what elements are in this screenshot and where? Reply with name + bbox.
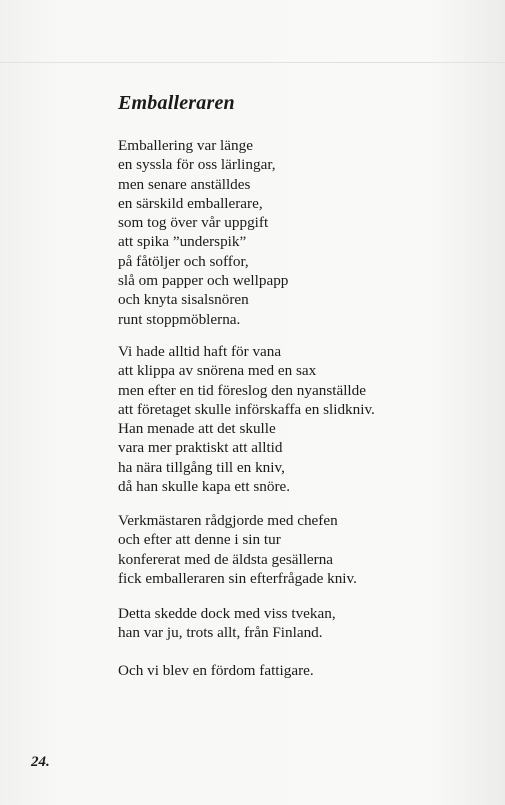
verse-line: en särskild emballerare, [118,194,263,212]
verse-line: att företaget skulle införskaffa en slidkniv. [118,400,375,418]
verse-line: som tog över vår uppgift [118,214,269,232]
verse-line: Verkmästaren rådgjorde med chefen [118,512,338,529]
verse-line: slå om papper och wellpapp [118,272,289,290]
verse-line: Vi hade alltid haft för vana [118,343,282,360]
stanza-4 [118,604,336,643]
page-number: 24. [31,754,50,770]
verse-line: Detta skedde dock med viss tvekan, [118,605,336,622]
poem-title: Emballeraren [118,92,235,114]
stanza-2 [118,342,375,496]
verse-line: men senare anställdes [118,175,251,193]
verse-line: ha nära tillgång till en kniv, [118,458,285,476]
stanza-3 [118,511,357,588]
verse-line: att spika ”underspik” [118,233,247,251]
verse-line: att klippa av snörena med en sax [118,362,317,380]
verse-line: fick emballeraren sin efterfrågade kniv. [118,569,357,587]
verse-line: han var ju, trots allt, från Finland. [118,624,323,642]
stanza-1 [118,136,288,329]
verse-line: en syssla för oss lärlingar, [118,156,276,174]
stanza-5 [118,661,314,680]
verse-line: Emballering var länge [118,137,253,154]
verse-line: Och vi blev en fördom fattigare. [118,662,314,679]
verse-line: på fåtöljer och soffor, [118,252,249,270]
verse-line: och knyta sisalsnören [118,291,249,309]
verse-line: konfererat med de äldsta gesällerna [118,550,334,568]
verse-line: men efter en tid föreslog den nyanställde [118,381,366,399]
verse-line: runt stoppmöblerna. [118,310,241,328]
verse-line: Han menade att det skulle [118,420,276,438]
verse-line: då han skulle kapa ett snöre. [118,478,291,496]
page-edge-line [0,62,505,63]
verse-line: och efter att denne i sin tur [118,531,281,549]
verse-line: vara mer praktiskt att alltid [118,439,283,457]
